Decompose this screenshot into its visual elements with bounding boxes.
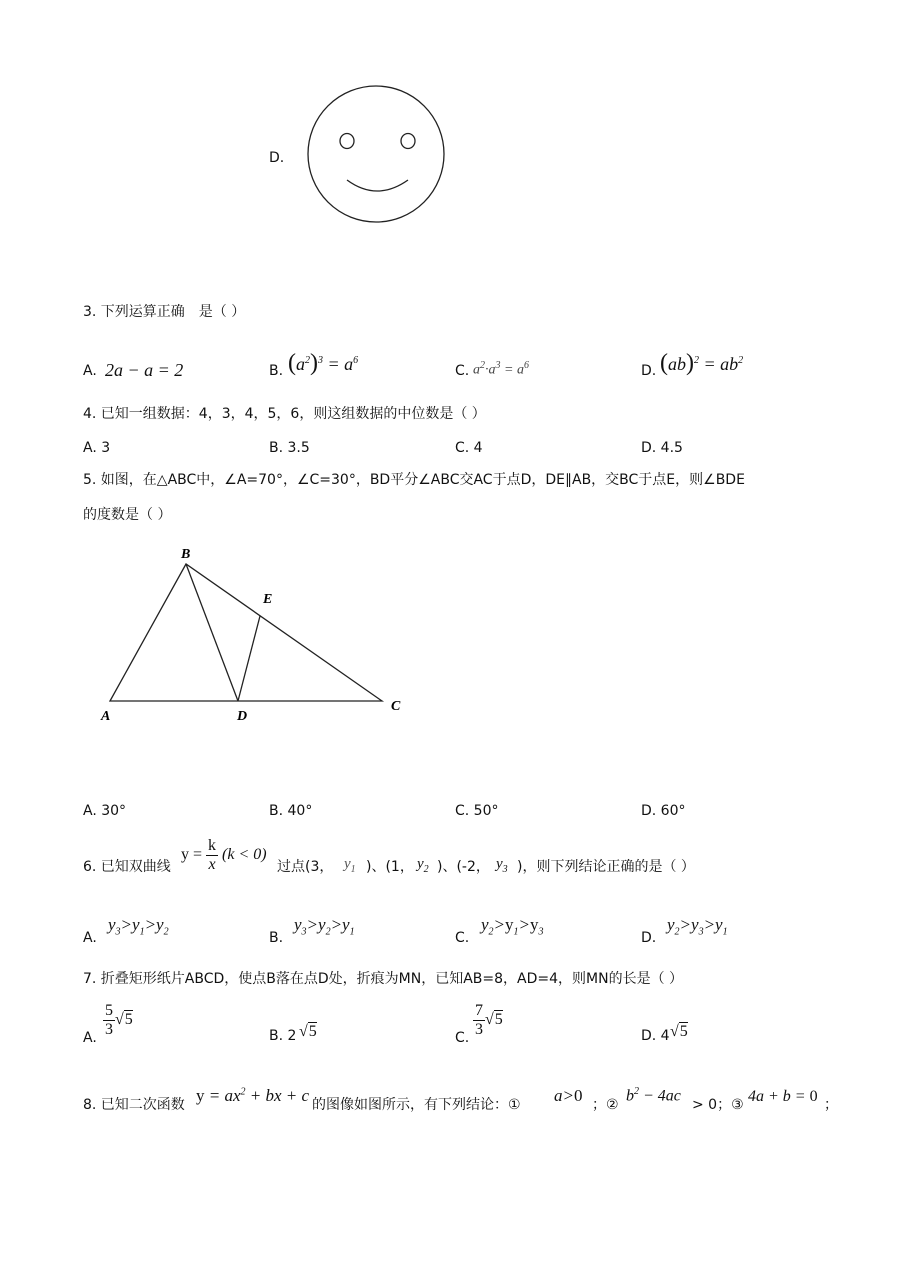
- q6-option-a-expr: $y_3>y_1>y_2$: [108, 915, 169, 938]
- q7-stem: 7. 折叠矩形纸片ABCD，使点B落在点D处，折痕为MN，已知AB=8，AD=4，则MN的长是（ ）: [83, 971, 684, 987]
- q5-option-b: B. 40°: [269, 803, 313, 819]
- label-a: A: [101, 709, 111, 724]
- q6-y3: $y_3$: [496, 856, 508, 875]
- q4-option-b: B. 3.5: [269, 440, 310, 456]
- q7-option-a-expr: $\frac{5}{3}$ √5: [105, 1002, 133, 1038]
- q7-option-b-label: B. 2: [269, 1028, 297, 1044]
- q7-option-d-sqrt: √5: [670, 1023, 688, 1040]
- q7-option-c-expr: $\frac{7}{3}$ √5: [475, 1002, 503, 1038]
- segment-bd: [186, 564, 238, 701]
- q3-option-d-label: D.: [641, 363, 657, 379]
- q6-option-c-expr: $y_2>y_1>y_3$: [481, 915, 544, 938]
- q8-stem-part3: > 0；③: [692, 1097, 744, 1113]
- q6-option-b-label: B.: [269, 930, 284, 946]
- q5-option-d: D. 60°: [641, 803, 686, 819]
- q8-stem-end: ；: [824, 1097, 838, 1113]
- q6-option-b-expr: $y_3>y_2>y_1$: [294, 915, 355, 938]
- q3-option-a-label: A.: [83, 363, 97, 379]
- q3-option-d-expr: $(ab)^2 = ab^2$: [660, 350, 744, 376]
- q8-condition-3: 4a + b = 0: [748, 1088, 818, 1105]
- segment-de: [238, 616, 260, 701]
- q5-stem-line2: 的度数是（ ）: [83, 507, 172, 523]
- q6-stem-point1: 过点(3，: [277, 859, 334, 875]
- q4-option-c: C. 4: [455, 440, 483, 456]
- q3-option-a-expr: 2a − a = 2: [105, 360, 184, 380]
- label-e: E: [263, 592, 273, 607]
- q7-option-d-label: D. 4: [641, 1028, 670, 1044]
- q8-quadratic-expr: $y = ax^2$ + bx + c: [196, 1086, 310, 1105]
- q8-condition-1: a>0: [554, 1086, 583, 1105]
- q6-y2: $y_2$: [417, 856, 429, 875]
- q5-option-a: A. 30°: [83, 803, 127, 819]
- label-c: C: [391, 699, 401, 714]
- q6-y1: $y_1$: [344, 856, 356, 875]
- smiley-face-figure: [300, 80, 450, 230]
- q4-stem: 4. 已知一组数据：4，3，4，5，6，则这组数据的中位数是（ ）: [83, 406, 486, 422]
- q6-option-d-expr: $y_2>y_3>y_1$: [667, 915, 728, 938]
- q6-option-c-label: C.: [455, 930, 470, 946]
- q7-option-c-label: C.: [455, 1030, 470, 1046]
- q4-option-a: A. 3: [83, 440, 111, 456]
- q6-stem-point2: )、(1，: [366, 859, 414, 875]
- triangle-abc: [110, 564, 382, 701]
- q7-option-b-sqrt: √5: [299, 1023, 317, 1040]
- q5-option-c: C. 50°: [455, 803, 499, 819]
- left-eye: [340, 134, 354, 149]
- right-eye: [401, 134, 415, 149]
- q3-option-b-label: B.: [269, 363, 284, 379]
- q8-stem-part2: ；②: [592, 1097, 619, 1113]
- q4-option-d: D. 4.5: [641, 440, 683, 456]
- q8-condition-2: $b^2 - 4ac$: [626, 1086, 681, 1105]
- smile-mouth: [347, 180, 408, 191]
- q6-stem-prefix: 6. 已知双曲线: [83, 859, 171, 875]
- q6-option-d-label: D.: [641, 930, 657, 946]
- q8-stem-middle: 的图像如图所示，有下列结论：①: [312, 1097, 521, 1113]
- q6-stem-point3: )、(-2，: [437, 859, 490, 875]
- q6-hyperbola-expr: y = $\frac{k}{x}$ (k < 0): [181, 837, 267, 873]
- q6-stem-end: )，则下列结论正确的是（ ）: [517, 859, 695, 875]
- triangle-abc-figure: [95, 540, 425, 730]
- q6-option-a-label: A.: [83, 930, 97, 946]
- q5-stem-line1: 5. 如图，在△ABC中，∠A=70°，∠C=30°，BD平分∠ABC交AC于点D，DE∥AB，交BC于点E，则∠BDE: [83, 472, 745, 488]
- q2-option-d-label: D.: [269, 150, 285, 166]
- q3-option-b-expr: $(a^2)^3 = a^6$: [288, 350, 359, 376]
- label-d: D: [237, 709, 248, 724]
- q3-option-c-label: C.: [455, 363, 470, 379]
- q3-option-c-expr: $a^2\cdot a^3 = a^6$: [473, 360, 529, 378]
- face-outline: [308, 86, 444, 222]
- q3-stem: 3. 下列运算正确 是（ ）: [83, 304, 246, 320]
- q7-option-a-label: A.: [83, 1030, 97, 1046]
- q8-stem-prefix: 8. 已知二次函数: [83, 1097, 185, 1113]
- label-b: B: [181, 547, 191, 562]
